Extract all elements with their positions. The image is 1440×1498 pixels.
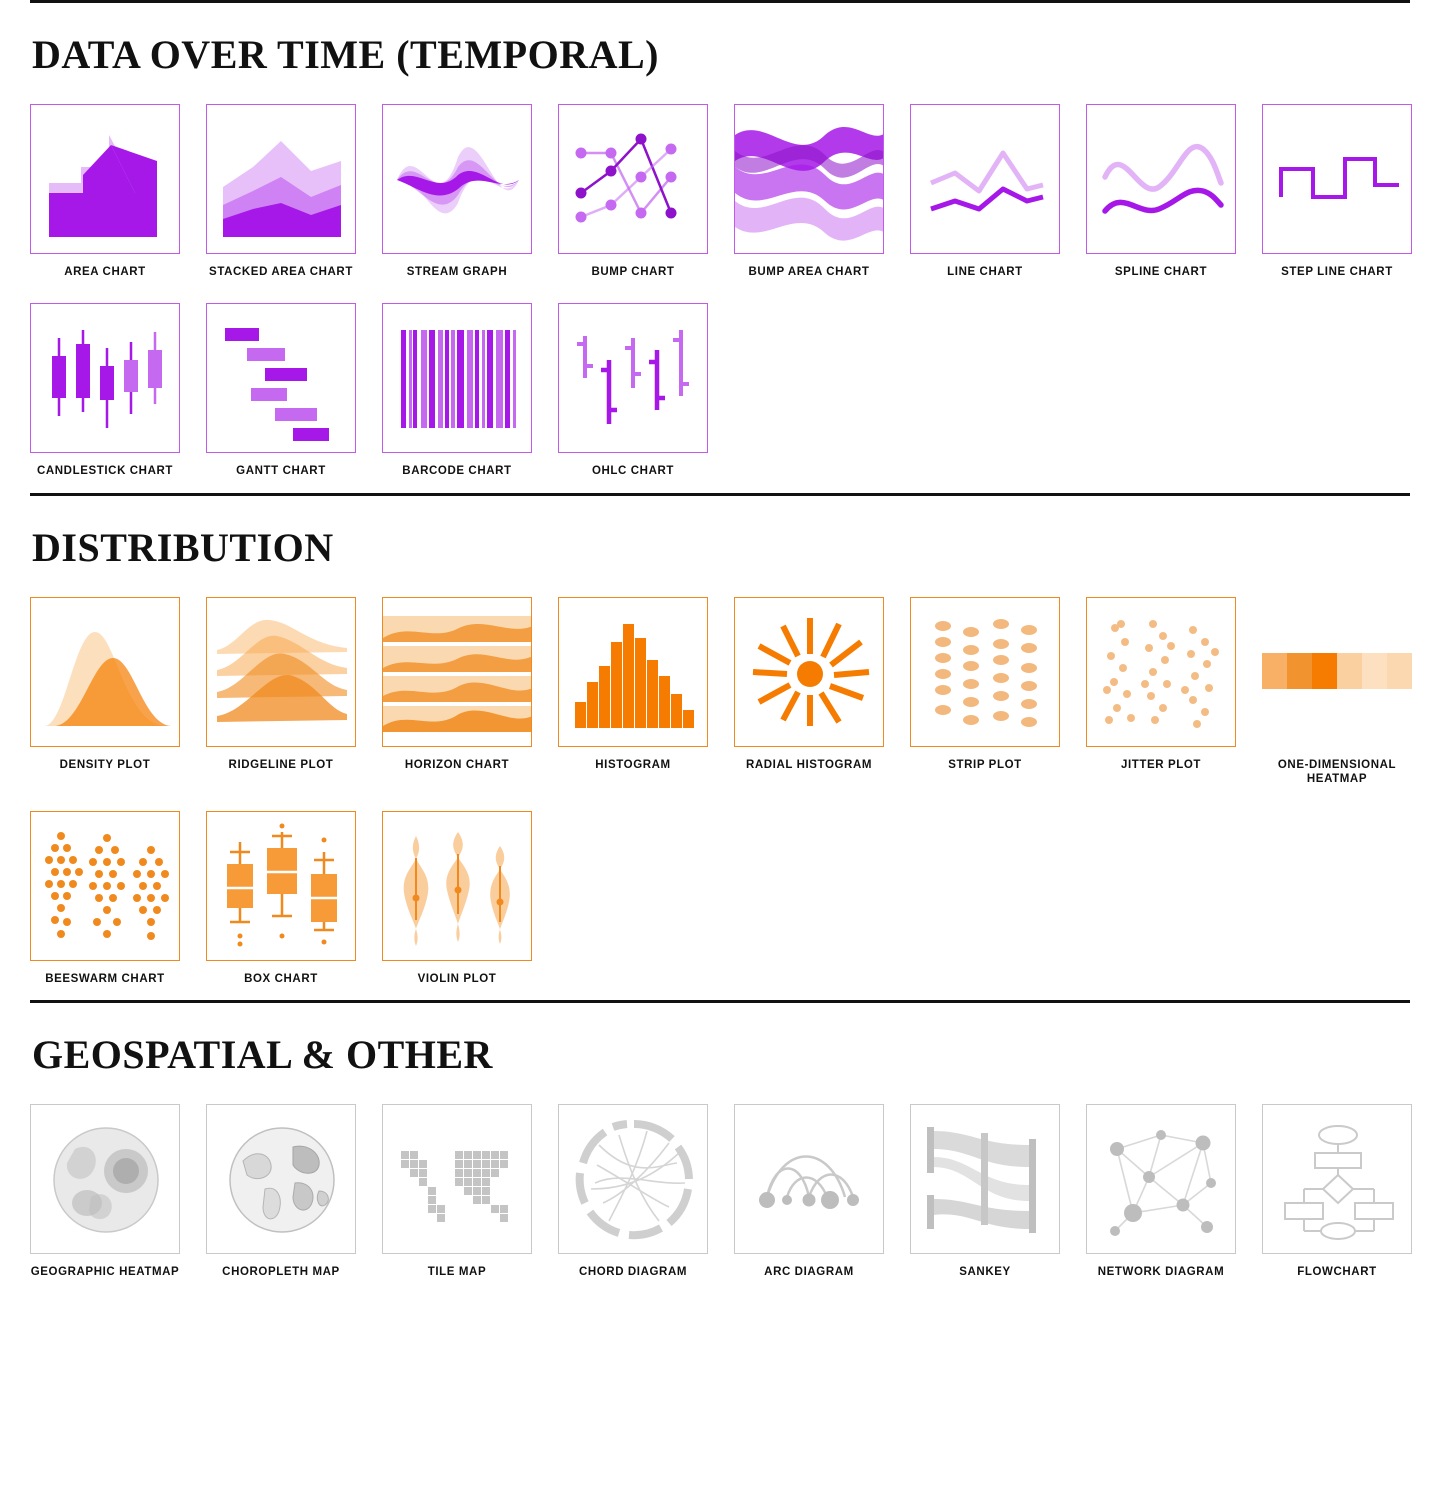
chart-card-radial-histogram[interactable] (734, 597, 884, 801)
gantt-chart-icon (206, 303, 356, 453)
radial-histogram-icon (734, 597, 884, 747)
chart-card-label: STACKED AREA CHART (209, 266, 353, 278)
chord-diagram-icon (558, 1104, 708, 1254)
chart-card-label: FLOWCHART (1297, 1265, 1377, 1278)
section-title-geospatial: GEOSPATIAL & OTHER (32, 1031, 493, 1077)
chart-card-bump-area-chart[interactable] (734, 104, 884, 293)
chart-card-label: CHOROPLETH MAP (222, 1265, 340, 1278)
chart-card-bump-chart[interactable] (558, 104, 708, 293)
thumbnail-grid-temporal (30, 104, 1410, 493)
chart-card-barcode-chart[interactable] (382, 303, 532, 492)
chart-card-label: STRIP PLOT (948, 758, 1022, 771)
chart-card-strip-plot[interactable] (910, 597, 1060, 801)
area-chart-icon (30, 104, 180, 254)
chart-card-label: BUMP CHART (591, 266, 675, 278)
chart-card-ohlc-chart[interactable] (558, 303, 708, 492)
chart-card-label: BOX CHART (244, 972, 318, 985)
chart-card-gantt-chart[interactable] (206, 303, 356, 492)
chart-card-label: ONE-DIMENSIONAL HEATMAP (1277, 758, 1397, 786)
stream-graph-icon (382, 104, 532, 254)
chart-card-label: LINE CHART (947, 266, 1023, 278)
ridgeline-plot-icon (206, 597, 356, 747)
chart-card-label: RIDGELINE PLOT (228, 758, 334, 771)
chart-card-label: GEOGRAPHIC HEATMAP (30, 1265, 180, 1278)
chart-card-tile-map[interactable] (382, 1104, 532, 1293)
chart-card-chord-diagram[interactable] (558, 1104, 708, 1293)
sankey-icon (910, 1104, 1060, 1254)
chart-card-label: VIOLIN PLOT (417, 972, 497, 985)
ohlc-chart-icon (558, 303, 708, 453)
spline-chart-icon (1086, 104, 1236, 254)
histogram-icon (558, 597, 708, 747)
bump-chart-icon (558, 104, 708, 254)
violin-plot-icon (382, 811, 532, 961)
thumbnail-grid-distribution (30, 597, 1410, 1000)
density-plot-icon (30, 597, 180, 747)
geographic-heatmap-icon (30, 1104, 180, 1254)
chart-card-violin-plot[interactable] (382, 811, 532, 1000)
one-dimensional-heatmap-icon (1262, 597, 1412, 747)
chart-card-spline-chart[interactable] (1086, 104, 1236, 293)
chart-card-label: BEESWARM CHART (45, 972, 165, 985)
chart-card-box-chart[interactable] (206, 811, 356, 1000)
chart-card-label: STEP LINE CHART (1281, 266, 1393, 278)
section-divider (30, 493, 1410, 496)
strip-plot-icon (910, 597, 1060, 747)
chart-card-label: HORIZON CHART (404, 758, 510, 771)
step-line-chart-icon (1262, 104, 1412, 254)
chart-card-beeswarm-chart[interactable] (30, 811, 180, 1000)
chart-card-flowchart[interactable] (1262, 1104, 1412, 1293)
chart-card-area-chart[interactable] (30, 104, 180, 293)
chart-card-label: GANTT CHART (236, 465, 326, 478)
chart-card-candlestick-chart[interactable] (30, 303, 180, 492)
chart-card-label: CANDLESTICK CHART (36, 465, 174, 478)
chart-card-label: NETWORK DIAGRAM (1097, 1265, 1225, 1278)
section-geospatial (30, 1000, 1410, 1293)
chart-card-ridgeline-plot[interactable] (206, 597, 356, 801)
chart-card-label: TILE MAP (427, 1265, 487, 1278)
chart-card-geographic-heatmap[interactable] (30, 1104, 180, 1293)
chart-card-label: OHLC CHART (591, 465, 675, 478)
chart-card-label: RADIAL HISTOGRAM (745, 758, 873, 771)
chart-card-label: HISTOGRAM (595, 758, 671, 771)
chart-card-line-chart[interactable] (910, 104, 1060, 293)
stacked-area-chart-icon (206, 104, 356, 254)
chart-card-stream-graph[interactable] (382, 104, 532, 293)
chart-card-histogram[interactable] (558, 597, 708, 801)
chart-card-label: SANKEY (959, 1265, 1011, 1278)
barcode-chart-icon (382, 303, 532, 453)
bump-area-chart-icon (734, 104, 884, 254)
chart-card-label: JITTER PLOT (1120, 758, 1202, 771)
chart-card-choropleth-map[interactable] (206, 1104, 356, 1293)
chart-card-sankey[interactable] (910, 1104, 1060, 1293)
section-title-distribution: DISTRIBUTION (32, 524, 334, 570)
chart-card-arc-diagram[interactable] (734, 1104, 884, 1293)
flowchart-icon (1262, 1104, 1412, 1254)
jitter-plot-icon (1086, 597, 1236, 747)
choropleth-map-icon (206, 1104, 356, 1254)
chart-card-one-dimensional-heatmap[interactable] (1262, 597, 1412, 801)
chart-card-label: SPLINE CHART (1114, 266, 1208, 278)
arc-diagram-icon (734, 1104, 884, 1254)
chart-card-label: AREA CHART (64, 266, 146, 278)
horizon-chart-icon (382, 597, 532, 747)
section-temporal (30, 0, 1410, 493)
candlestick-chart-icon (30, 303, 180, 453)
tile-map-icon (382, 1104, 532, 1254)
chart-card-horizon-chart[interactable] (382, 597, 532, 801)
network-diagram-icon (1086, 1104, 1236, 1254)
chart-card-density-plot[interactable] (30, 597, 180, 801)
chart-card-stacked-area-chart[interactable] (206, 104, 356, 293)
box-chart-icon (206, 811, 356, 961)
chart-card-label: STREAM GRAPH (406, 266, 508, 278)
section-divider (30, 1000, 1410, 1003)
chart-card-step-line-chart[interactable] (1262, 104, 1412, 293)
section-distribution (30, 493, 1410, 1000)
chart-card-jitter-plot[interactable] (1086, 597, 1236, 801)
section-divider (30, 0, 1410, 3)
thumbnail-grid-geospatial (30, 1104, 1410, 1293)
chart-card-label: ARC DIAGRAM (764, 1265, 854, 1278)
section-title-temporal: DATA OVER TIME (TEMPORAL) (32, 32, 659, 77)
chart-card-label: CHORD DIAGRAM (578, 1265, 688, 1278)
line-chart-icon (910, 104, 1060, 254)
beeswarm-chart-icon (30, 811, 180, 961)
chart-card-label: DENSITY PLOT (59, 758, 151, 771)
chart-card-label: BARCODE CHART (402, 465, 512, 478)
chart-card-network-diagram[interactable] (1086, 1104, 1236, 1293)
chart-card-label: BUMP AREA CHART (748, 266, 870, 278)
